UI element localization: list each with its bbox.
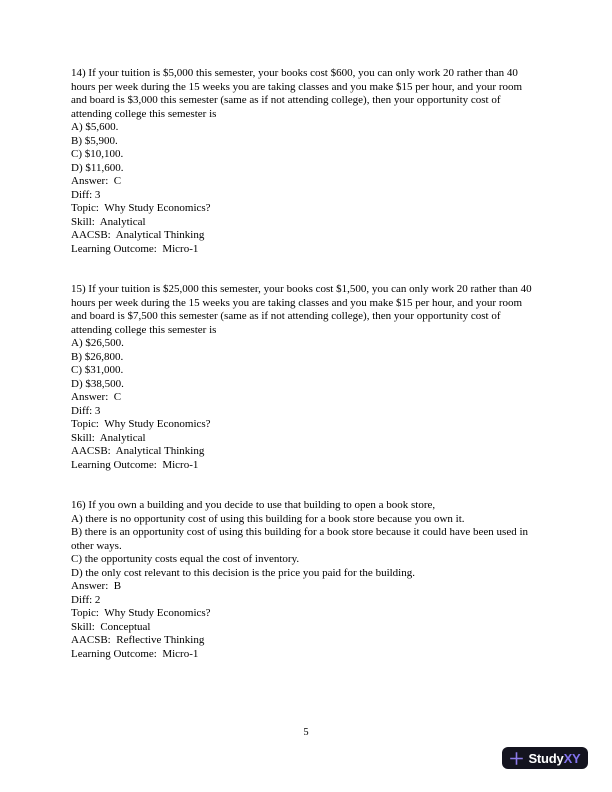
question-15-outcome: Learning Outcome: Micro-1 <box>71 458 199 471</box>
logo-text-study: Study <box>528 750 564 766</box>
question-15-skill: Skill: Analytical <box>71 431 146 444</box>
question-16-skill: Skill: Conceptual <box>71 620 151 633</box>
question-16-choice-d: D) the only cost relevant to this decision is the price you paid for the building. <box>71 566 415 579</box>
question-14 <box>71 67 540 256</box>
question-15 <box>71 283 540 472</box>
question-16-stem: 16) If you own a building and you decide to use that building to open a book store, <box>71 499 436 511</box>
question-16 <box>71 499 540 661</box>
question-15-topic: Topic: Why Study Economics? <box>71 418 211 430</box>
question-14-outcome: Learning Outcome: Micro-1 <box>71 242 199 255</box>
question-14-skill: Skill: Analytical <box>71 215 146 228</box>
question-15-choice-c: C) $31,000. <box>71 364 124 376</box>
logo-text-xy: XY <box>563 750 581 766</box>
question-16-choice-b: B) there is an opportunity cost of using this building for a book store because it could have been used in other ways. <box>71 526 531 552</box>
question-15-choice-b: B) $26,800. <box>71 350 124 363</box>
question-15-choice-d: D) $38,500. <box>71 377 124 390</box>
plus-icon <box>509 751 524 766</box>
question-16-topic: Topic: Why Study Economics? <box>71 607 211 619</box>
question-16-choice-a: A) there is no opportunity cost of using this building for a book store because you own it. <box>71 512 465 525</box>
studyxy-logo <box>502 747 588 769</box>
question-14-topic: Topic: Why Study Economics? <box>71 202 211 214</box>
question-15-stem: 15) If your tuition is $25,000 this semester, your books cost $1,500, you can only work 20 rather than 40 hours per week during the 15 weeks you are taking classes and you make $15 per hour, and your room and board is $7,500 this semester (same as if not attending college), then your opportunity cost of attending college this semester is <box>71 283 535 336</box>
question-14-answer: Answer: C <box>71 175 122 187</box>
question-14-diff: Diff: 3 <box>71 188 101 201</box>
question-14-stem: 14) If your tuition is $5,000 this semester, your books cost $600, you can only work 20 rather than 40 hours per week during the 15 weeks you are taking classes and you make $15 per hour, and your room and board is $3,000 this semester (same as if not attending college), then your opportunity cost of attending college this semester is <box>71 67 525 120</box>
page-content <box>71 67 540 688</box>
question-16-diff: Diff: 2 <box>71 593 101 606</box>
question-15-choice-a: A) $26,500. <box>71 337 124 349</box>
question-16-aacsb: AACSB: Reflective Thinking <box>71 634 205 646</box>
question-15-answer: Answer: C <box>71 391 122 403</box>
question-15-diff: Diff: 3 <box>71 404 101 417</box>
question-16-answer: Answer: B <box>71 580 122 592</box>
question-14-choice-d: D) $11,600. <box>71 161 124 174</box>
question-14-choice-c: C) $10,100. <box>71 148 124 160</box>
page-number: 5 <box>303 727 309 738</box>
question-16-outcome: Learning Outcome: Micro-1 <box>71 647 199 660</box>
studyxy-logo-text <box>528 752 580 765</box>
question-14-choice-a: A) $5,600. <box>71 121 119 133</box>
question-14-aacsb: AACSB: Analytical Thinking <box>71 229 205 241</box>
question-15-aacsb: AACSB: Analytical Thinking <box>71 445 205 457</box>
question-16-choice-c: C) the opportunity costs equal the cost of inventory. <box>71 553 300 565</box>
question-14-choice-b: B) $5,900. <box>71 134 118 147</box>
